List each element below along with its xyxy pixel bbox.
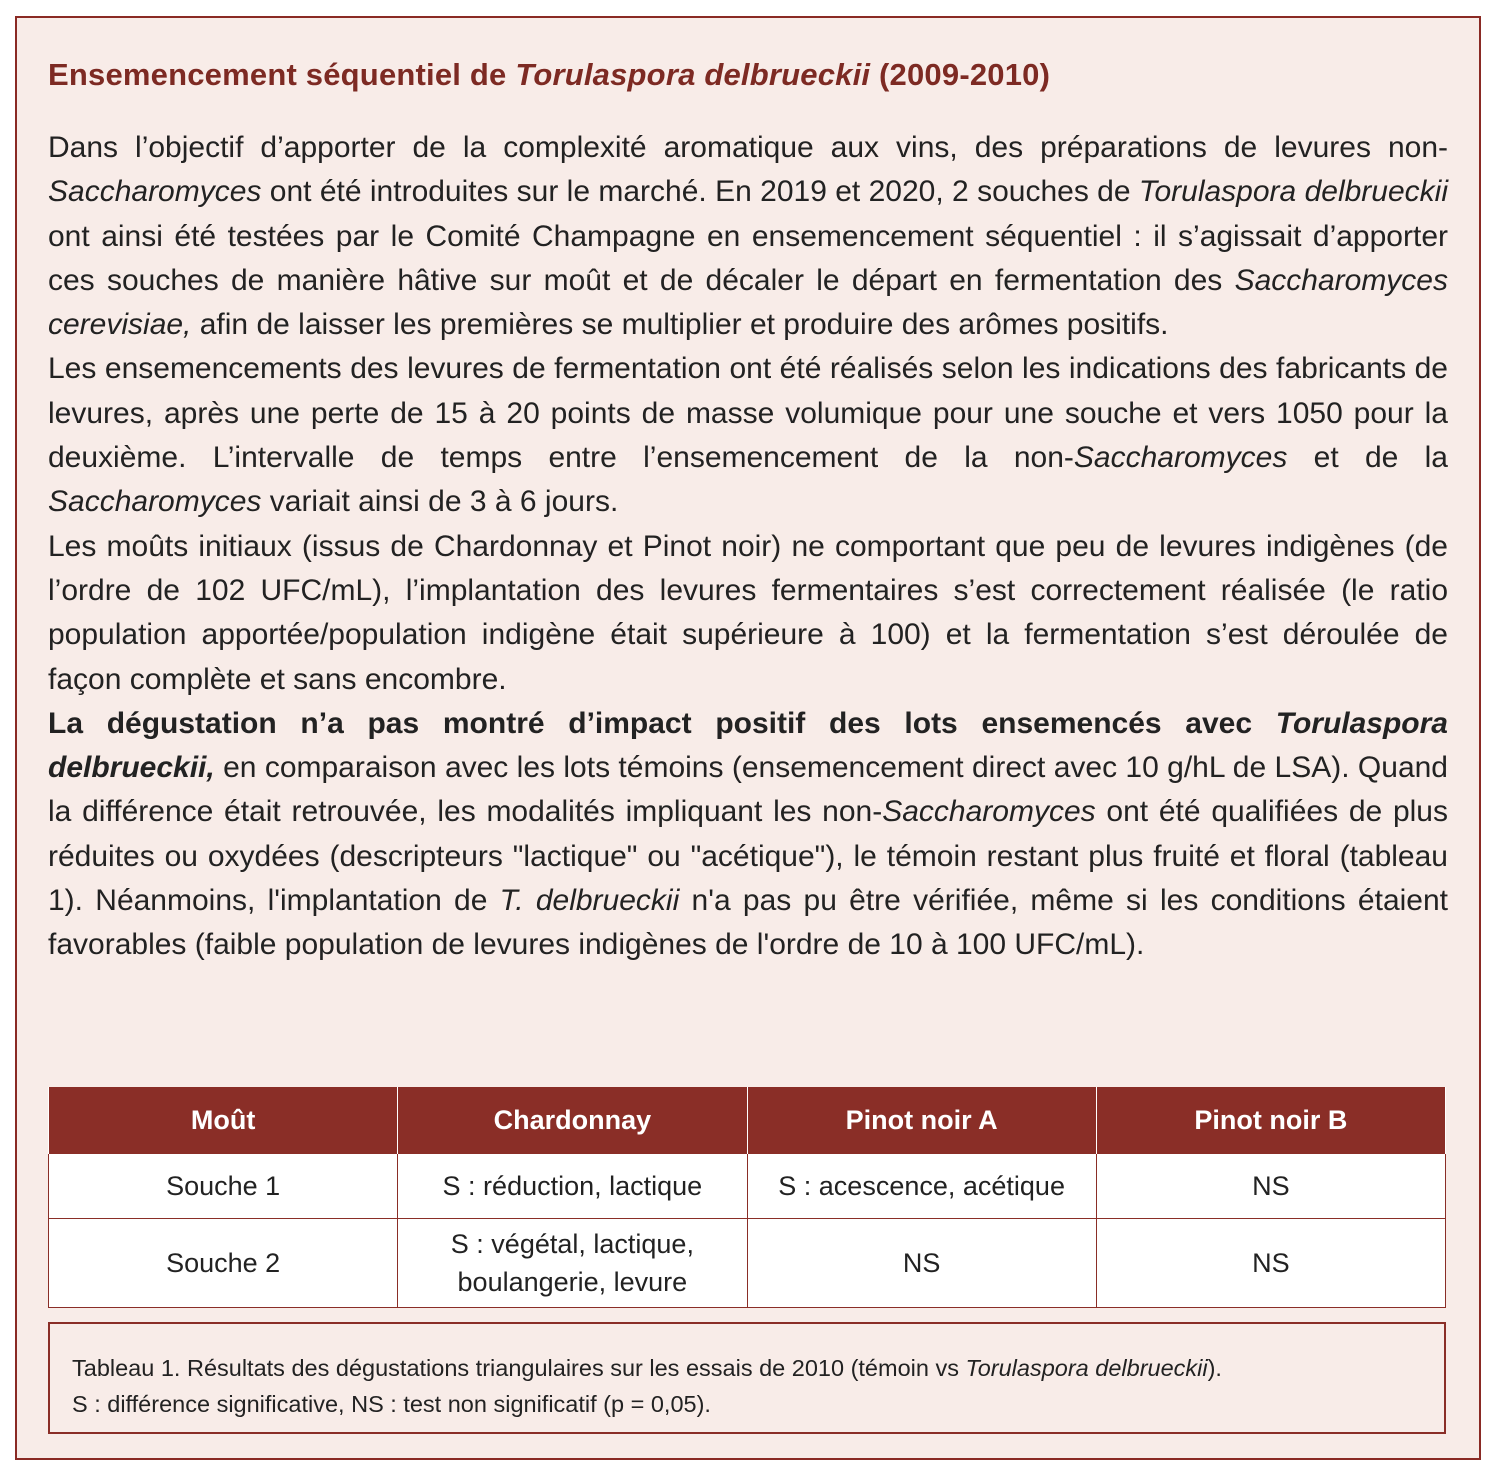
italic-term: Saccharomyces cerevisiae, — [48, 263, 1448, 342]
italic-term: Torulaspora delbrueckii — [1138, 175, 1448, 209]
paragraph — [48, 702, 1448, 968]
cell-chardonnay — [398, 1219, 747, 1308]
italic-term: Saccharomyces — [48, 485, 262, 519]
caption-species: Torulaspora delbrueckii — [965, 1355, 1208, 1381]
text-segment: ont ainsi été testées par le Comité Champagne en ensemencement séquentiel : il s’agissait d’apporter ces souches de manière hâtive sur moût et de décaler le départ en fermentation des — [48, 219, 1448, 297]
table-header-row — [49, 1087, 1446, 1154]
paragraph — [48, 525, 1448, 702]
row-label: Souche 1 — [49, 1154, 398, 1219]
header-pinot-noir-b: Pinot noir B — [1096, 1087, 1445, 1154]
italic-term: Torulaspora delbrueckii, — [48, 706, 1448, 785]
italic-term: T. delbrueckii — [499, 884, 680, 918]
text-segment: afin de laisser les premières se multiplier et produire des arômes positifs. — [191, 308, 1169, 342]
italic-term: Saccharomyces — [48, 175, 262, 209]
paragraph — [48, 126, 1448, 347]
cell-line: S : végétal, lactique, — [450, 1229, 694, 1259]
table-row — [49, 1219, 1446, 1308]
title-suffix: (2009-2010) — [870, 57, 1051, 92]
text-segment: et de la — [1287, 441, 1448, 475]
header-chardonnay: Chardonnay — [398, 1087, 747, 1154]
text-segment: variait ainsi de 3 à 6 jours. — [261, 485, 619, 519]
text-segment: ont été qualifiées de plus réduites ou oxydées (descripteurs "lactique" ou "acétique"), le témoin restant plus fruité et floral (tableau 1). Néanmoins, l'implantation de — [48, 795, 1448, 918]
caption-line — [72, 1350, 1422, 1386]
title-prefix: Ensemencement séquentiel de — [48, 57, 516, 92]
cell-pinot-noir-b: NS — [1096, 1219, 1445, 1308]
caption-prefix: Tableau 1. Résultats des dégustations triangulaires sur les essais de 2010 (témoin vs — [72, 1355, 966, 1381]
paragraph — [48, 347, 1448, 524]
cell-chardonnay: S : réduction, lactique — [398, 1154, 747, 1219]
cell-line: boulangerie, levure — [457, 1267, 688, 1297]
results-table — [48, 1087, 1446, 1308]
body-text — [48, 126, 1448, 968]
text-segment: Les moûts initiaux (issus de Chardonnay et Pinot noir) ne comportant que peu de levures indigènes (de l’ordre de 102 UFC/mL), l’implantation des levures fermentaires s’est correctement réalisée (le ratio population apportée/population indigène était supérieure à 100) et la fermentation s’est déroulée de façon complète et sans encombre. — [48, 529, 1448, 696]
bold-text: La dégustation n’a pas montré d’impact positif des lots ensemencés avec — [48, 706, 1276, 740]
text-segment: ont été introduites sur le marché. En 2019 et 2020, 2 souches de — [261, 175, 1139, 209]
header-pinot-noir-a: Pinot noir A — [747, 1087, 1096, 1154]
text-segment: Les ensemencements des levures de fermentation ont été réalisés selon les indications des fabricants de levures, après une perte de 15 à 20 points de masse volumique pour une souche et vers 1050 pour la deuxième. L’intervalle de temps entre l’ensemencement de la non- — [48, 352, 1448, 475]
text-segment: Dans l’objectif d’apporter de la complexité aromatique aux vins, des préparations de levures non- — [48, 131, 1448, 164]
cell-pinot-noir-b: NS — [1096, 1154, 1445, 1219]
italic-term: Saccharomyces — [1073, 441, 1288, 475]
text-segment: en comparaison avec les lots témoins (ensemencement direct avec 10 g/hL de LSA). Quand la différence était retrouvée, les modalités impliquant les non- — [48, 751, 1448, 829]
cell-pinot-noir-a: S : acescence, acétique — [747, 1154, 1096, 1219]
table-row — [49, 1154, 1446, 1219]
caption-suffix: ). — [1207, 1355, 1222, 1381]
table-caption — [48, 1322, 1446, 1434]
header-mout: Moût — [49, 1087, 398, 1154]
italic-term: Saccharomyces — [882, 795, 1096, 829]
box-title — [48, 57, 1050, 93]
cell-pinot-noir-a: NS — [747, 1219, 1096, 1308]
text-segment: n'a pas pu être vérifiée, même si les conditions étaient favorables (faible population de levures indigènes de l'ordre de 10 à 100 UFC/mL). — [48, 884, 1449, 962]
row-label: Souche 2 — [49, 1219, 398, 1308]
caption-line: S : différence significative, NS : test non significatif (p = 0,05). — [72, 1391, 711, 1417]
title-species: Torulaspora delbrueckii — [515, 57, 871, 92]
